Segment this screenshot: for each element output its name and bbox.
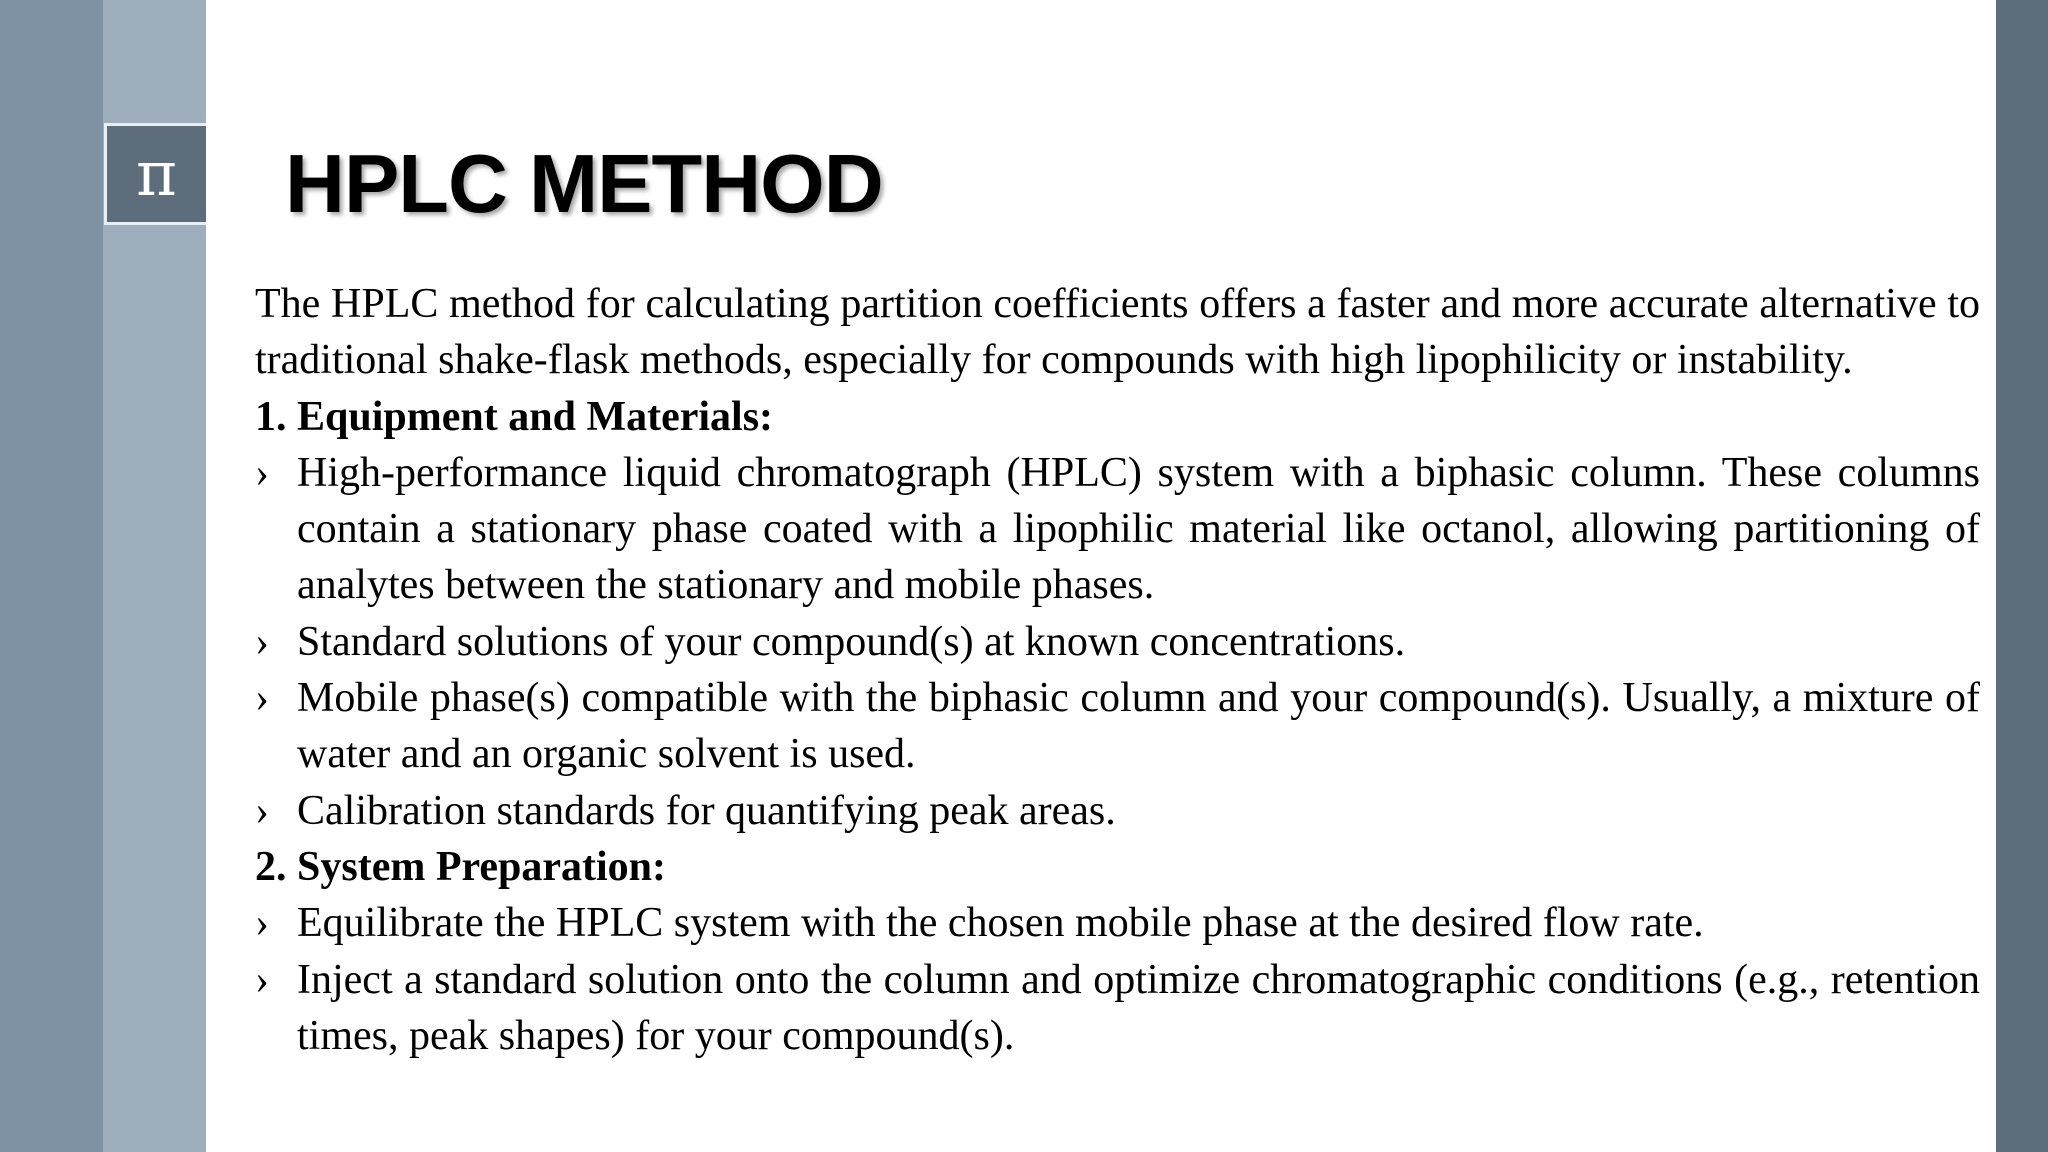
list-item [255,445,1980,614]
slide-body [255,276,1980,1064]
list-item-text: Standard solutions of your compound(s) at known concentrations. [297,618,1406,665]
list-item [255,670,1980,783]
right-band [1996,0,2048,1152]
list-item [255,614,1980,670]
list-item-text: Inject a standard solution onto the column and optimize chromatographic conditions (e.g., retention times, peak shapes) for your compound(s). [297,956,1980,1059]
bullet-chevron-icon: › [255,449,269,496]
list-item [255,952,1980,1065]
bullet-chevron-icon: › [255,787,269,834]
slide-title: HPLC METHOD [285,137,883,230]
list-item-text: Mobile phase(s) compatible with the biphasic column and your compound(s). Usually, a mixture of water and an organic solvent is used. [297,675,1980,778]
list-item-text: Equilibrate the HPLC system with the chosen mobile phase at the desired flow rate. [297,900,1704,947]
left-dark-band [0,0,103,1152]
bullet-chevron-icon: › [255,900,269,947]
pi-icon: π [104,123,206,225]
bullet-chevron-icon: › [255,618,269,665]
list-item [255,895,1980,951]
intro-paragraph: The HPLC method for calculating partition coefficients offers a faster and more accurate alternative to traditional shake-flask methods, especially for compounds with high lipophilicity or instability. [255,281,1980,384]
section-heading-equipment: 1. Equipment and Materials: [255,393,774,440]
list-item [255,783,1980,839]
list-item-text: Calibration standards for quantifying peak areas. [297,787,1116,834]
section-heading-system-preparation: 2. System Preparation: [255,843,666,890]
bullet-chevron-icon: › [255,675,269,722]
bullet-chevron-icon: › [255,956,269,1003]
list-item-text: High-performance liquid chromatograph (HPLC) system with a biphasic column. These columns contain a stationary phase coated with a lipophilic material like octanol, allowing partitioning of analytes between the stationary and mobile phases. [297,449,1980,609]
